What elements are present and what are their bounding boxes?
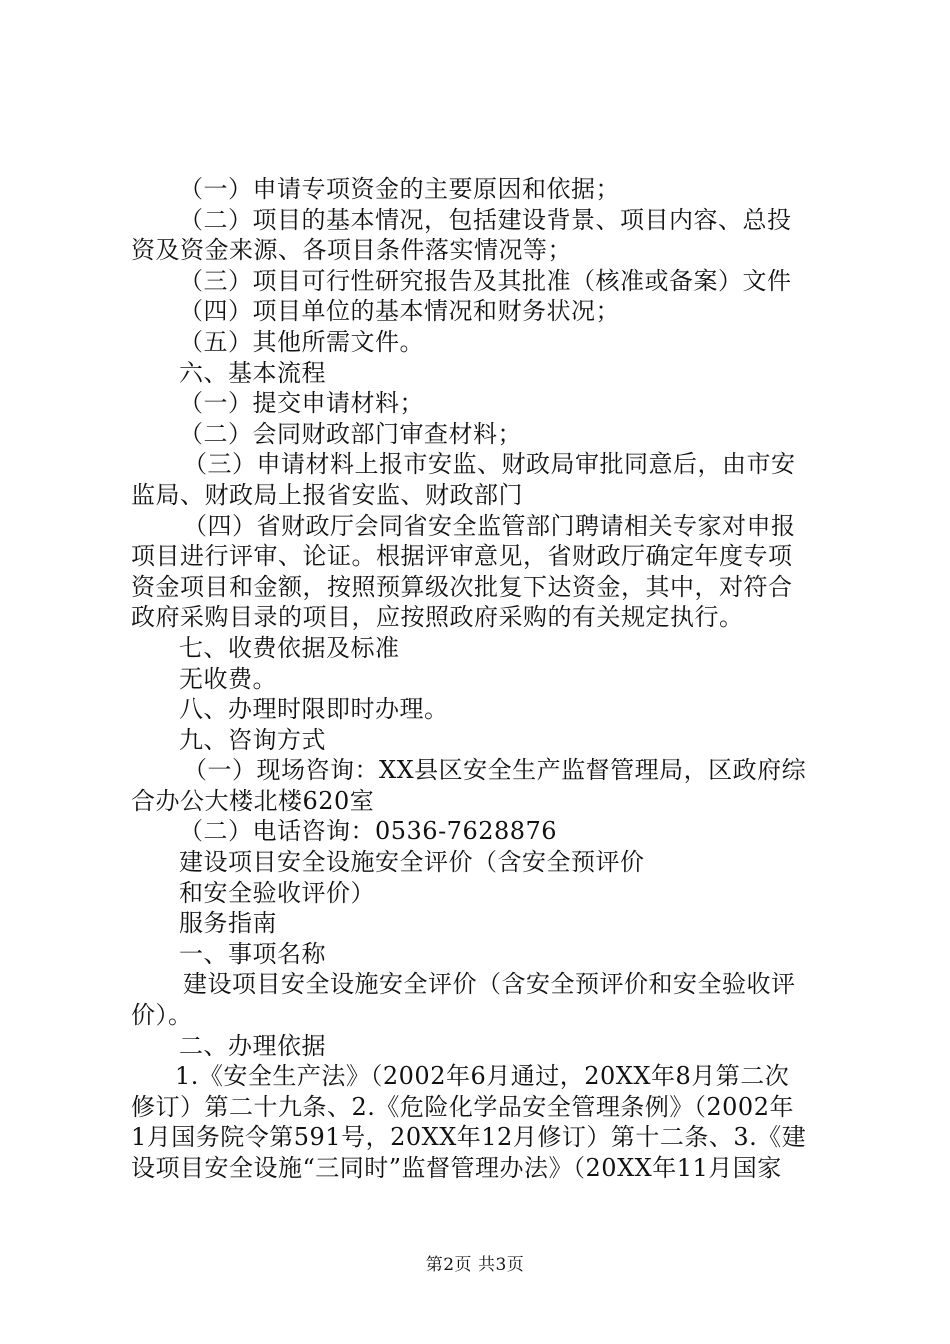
text-line: 无收费。 (179, 664, 277, 693)
text-line: 六、基本流程 (179, 358, 326, 387)
text-line: 二、办理依据 (179, 1031, 326, 1060)
text-line: （一）现场咨询：XX县区安全生产监督管理局，区政府综 (183, 756, 807, 785)
text-line: 一、事项名称 (179, 939, 326, 968)
text-line: 和安全验收评价） (179, 878, 375, 907)
text-line: （五）其他所需文件。 (179, 327, 424, 356)
text-line: 修订）第二十九条、2.《危险化学品安全管理条例》（2002年 (131, 1092, 794, 1121)
text-line: （四）省财政厅会同省安全监管部门聘请相关专家对申报 (183, 511, 796, 540)
text-line: （二）电话咨询：0536-7628876 (179, 817, 558, 846)
text-line: （三）项目可行性研究报告及其批准（核准或备案）文件 (179, 266, 792, 295)
page-footer: 第2页 共3页 (425, 1255, 525, 1275)
text-line: （四）项目单位的基本情况和财务状况； (179, 297, 620, 326)
text-line: （三）申请材料上报市安监、财政局审批同意后，由市安 (183, 450, 796, 479)
text-line: 八、办理时限即时办理。 (179, 695, 449, 724)
text-line: 政府采购目录的项目，应按照政府采购的有关规定执行。 (131, 603, 744, 632)
text-line: 1.《安全生产法》（2002年6月通过，20XX年8月第二次 (175, 1062, 790, 1091)
text-line: 九、咨询方式 (179, 725, 326, 754)
text-line: 建设项目安全设施安全评价（含安全预评价和安全验收评 (183, 970, 796, 999)
text-line: 服务指南 (179, 909, 277, 938)
text-line: （一）提交申请材料； (179, 389, 424, 418)
text-line: 资金项目和金额，按照预算级次批复下达资金，其中，对符合 (131, 572, 793, 601)
text-line: 项目进行评审、论证。根据评审意见，省财政厅确定年度专项 (131, 542, 793, 571)
text-line: （二）会同财政部门审查材料； (179, 419, 522, 448)
text-line: 监局、财政局上报省安监、财政部门 (131, 480, 523, 509)
text-line: 合办公大楼北楼620室 (131, 786, 375, 815)
text-line: （二）项目的基本情况，包括建设背景、项目内容、总投 (179, 205, 792, 234)
text-line: 建设项目安全设施安全评价（含安全预评价 (179, 848, 645, 877)
text-line: 资及资金来源、各项目条件落实情况等； (131, 236, 572, 265)
text-line: 设项目安全设施“三同时”监督管理办法》（20XX年11月国家 (131, 1154, 782, 1182)
text-line: 1月国务院令第591号，20XX年12月修订）第十二条、3.《建 (131, 1123, 807, 1152)
text-line: 七、收费依据及标准 (179, 633, 400, 662)
text-line: 价）。 (131, 1001, 193, 1030)
text-line: （一）申请专项资金的主要原因和依据； (179, 175, 620, 203)
document-body (131, 174, 831, 1184)
